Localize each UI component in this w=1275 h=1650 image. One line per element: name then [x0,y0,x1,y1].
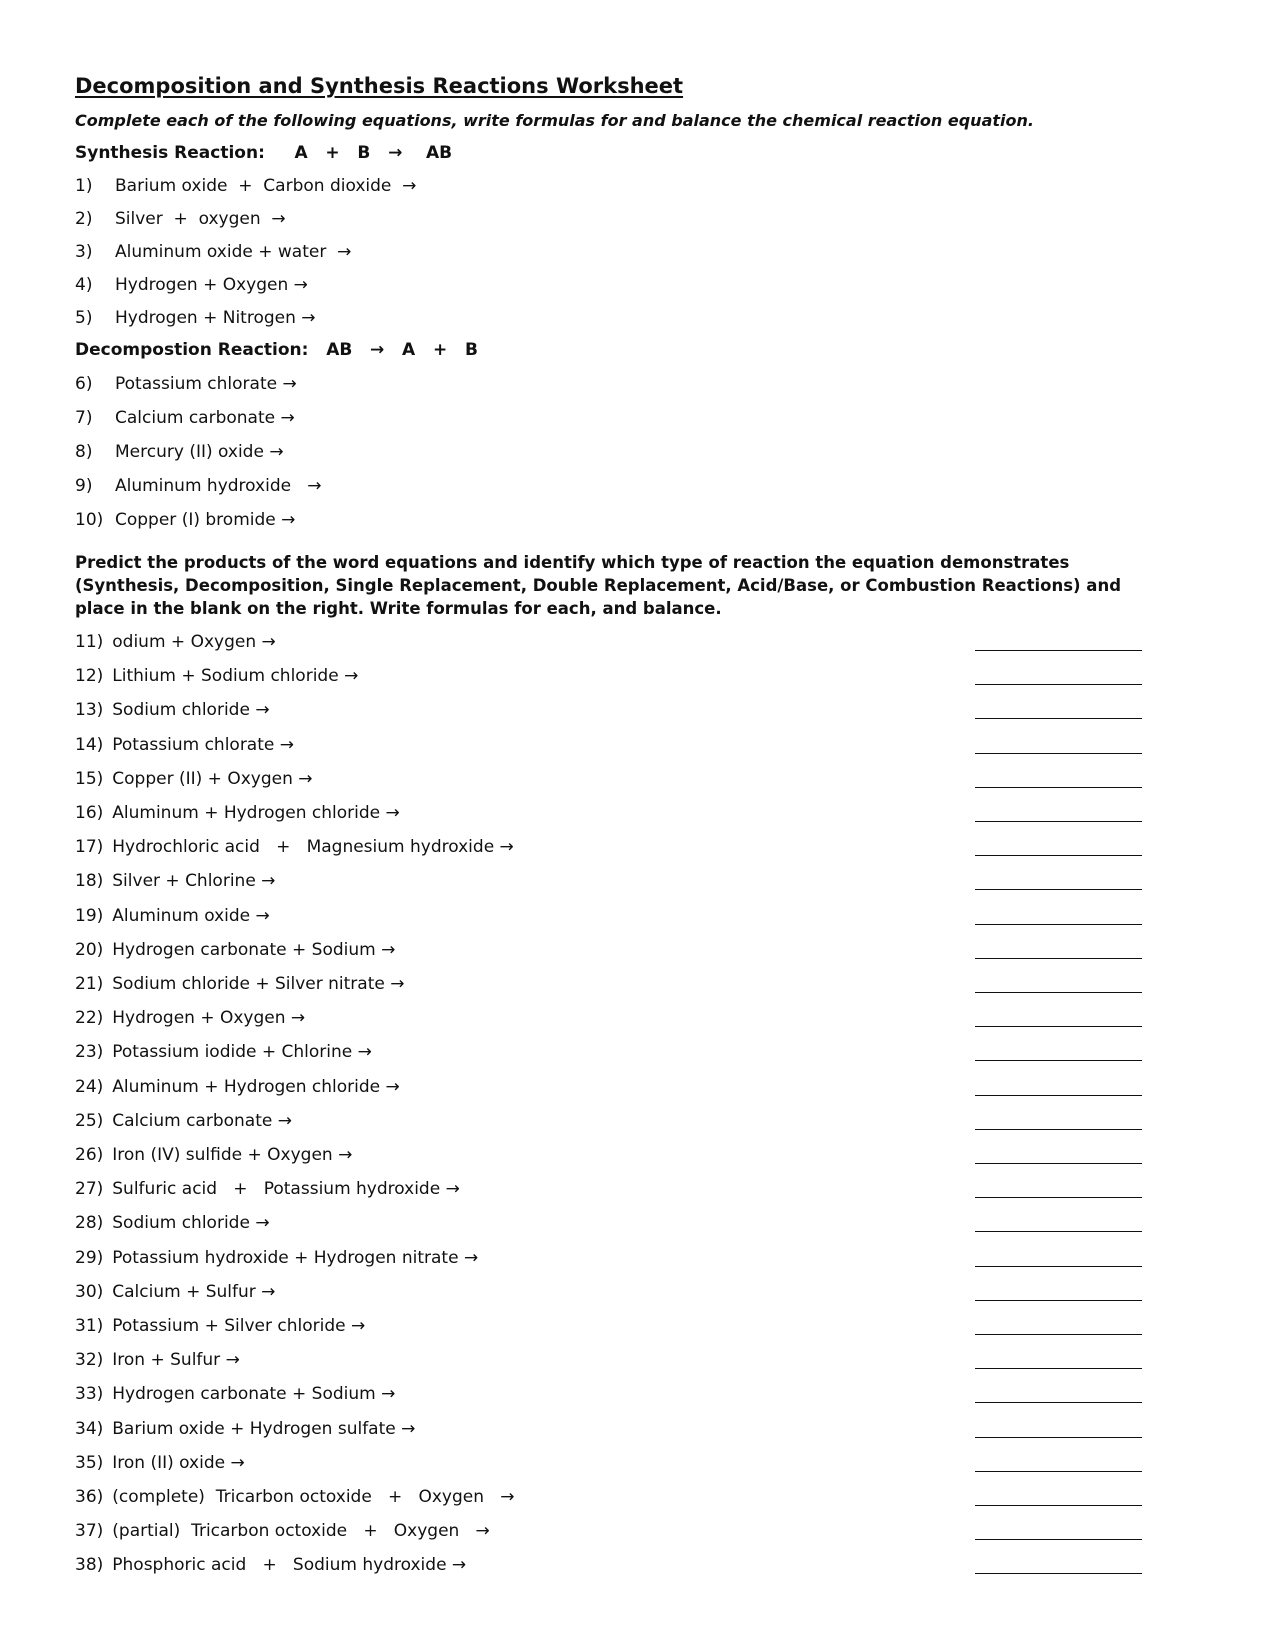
item-text: Calcium carbonate → [112,1110,292,1131]
item-number: 10) [75,510,104,530]
answer-blank-line[interactable] [975,1402,1142,1403]
synthesis-heading: Synthesis Reaction: A + B → AB [75,143,453,163]
list-item [75,1248,478,1268]
list-item [75,1384,395,1404]
answer-blank-line[interactable] [975,1129,1142,1130]
list-item [75,769,313,789]
list-item [75,1419,415,1439]
item-number: 37) [75,1521,104,1542]
item-text: Sodium chloride → [112,700,270,721]
item-text: Calcium carbonate → [115,408,295,428]
item-text: Copper (II) + Oxygen → [112,768,313,789]
item-number: 9) [75,476,93,496]
list-item [75,176,416,196]
item-number: 4) [75,275,93,295]
item-number: 12) [75,666,104,687]
item-text: odium + Oxygen → [112,632,276,652]
item-text: Hydrogen carbonate + Sodium → [112,1384,396,1405]
answer-blank-line[interactable] [975,1471,1142,1472]
item-text: Iron + Sulfur → [112,1350,240,1371]
item-number: 31) [75,1316,104,1336]
list-item [75,1350,240,1370]
item-text: Potassium hydroxide + Hydrogen nitrate → [112,1247,479,1268]
list-item [75,974,404,994]
item-text: Copper (I) bromide → [115,510,296,530]
item-number: 34) [75,1418,104,1439]
item-number: 6) [75,374,93,394]
list-item [75,1487,514,1507]
item-number: 38) [75,1555,104,1576]
answer-blank-line[interactable] [975,924,1142,925]
answer-blank-line[interactable] [975,1197,1142,1198]
item-text: Calcium + Sulfur → [112,1281,276,1302]
item-number: 33) [75,1384,104,1405]
answer-blank-line[interactable] [975,1505,1142,1506]
item-number: 2) [75,209,93,229]
item-text: Lithium + Sodium chloride → [112,666,359,687]
item-number: 21) [75,974,104,994]
instructions: Predict the products of the word equations and identify which type of reaction the equation demonstrates (Synthesis, Decomposition, Single Replacement, Double Replacement, Acid/Base, or Combustion Reactions) and place in the blank on the right. Write formulas for each, and balance. [75,553,1122,618]
list-item [75,803,400,823]
item-number: 32) [75,1350,104,1371]
answer-blank-line[interactable] [975,1231,1142,1232]
list-item [75,242,351,262]
item-text: Iron (II) oxide → [112,1452,245,1473]
item-text: (complete) Tricarbon octoxide + Oxygen → [112,1487,515,1507]
item-text: Hydrogen + Oxygen → [115,275,308,295]
item-text: Potassium iodide + Chlorine → [112,1042,372,1063]
item-text: Silver + oxygen → [115,209,286,229]
item-number: 28) [75,1213,104,1234]
item-number: 19) [75,905,104,926]
item-text: Hydrogen carbonate + Sodium → [112,939,396,960]
list-item [75,510,295,530]
item-text: Hydrochloric acid + Magnesium hydroxide → [112,837,514,858]
answer-blank-line[interactable] [975,821,1142,822]
answer-blank-line[interactable] [975,992,1142,993]
answer-blank-line[interactable] [975,1334,1142,1335]
item-number: 26) [75,1145,104,1165]
list-item [75,308,316,328]
answer-blank-line[interactable] [975,1437,1142,1438]
item-text: Aluminum oxide → [112,905,270,926]
item-number: 23) [75,1042,104,1063]
item-number: 15) [75,768,104,789]
item-text: Potassium + Silver chloride → [112,1316,366,1336]
item-number: 36) [75,1487,104,1507]
list-item [75,666,358,686]
list-item [75,442,284,462]
item-number: 24) [75,1076,104,1097]
list-item [75,1077,400,1097]
list-item [75,1316,365,1336]
item-text: Hydrogen + Nitrogen → [115,308,316,328]
list-item [75,632,276,652]
list-item [75,1145,352,1165]
item-text: Aluminum hydroxide → [115,476,322,496]
answer-blank-line[interactable] [975,650,1142,651]
item-number: 17) [75,837,104,858]
item-text: Potassium chlorate → [112,734,294,755]
item-number: 29) [75,1247,104,1268]
answer-blank-line[interactable] [975,1266,1142,1267]
list-item [75,871,275,891]
answer-blank-line[interactable] [975,855,1142,856]
list-item [75,1555,466,1575]
answer-blank-line[interactable] [975,1060,1142,1061]
item-number: 22) [75,1008,104,1029]
list-item [75,1179,460,1199]
list-item [75,209,286,229]
list-item [75,735,294,755]
list-item [75,906,270,926]
item-text: Potassium chlorate → [115,374,297,394]
list-item [75,1111,292,1131]
item-number: 18) [75,871,104,892]
item-number: 1) [75,176,93,196]
item-number: 13) [75,700,104,721]
item-text: Iron (IV) sulfide + Oxygen → [112,1145,353,1165]
list-item [75,1521,490,1541]
item-number: 8) [75,442,93,462]
item-number: 5) [75,308,93,328]
item-text: Hydrogen + Oxygen → [112,1008,306,1029]
item-number: 25) [75,1110,104,1131]
answer-blank-line[interactable] [975,1095,1142,1096]
answer-blank-line[interactable] [975,1026,1142,1027]
item-number: 35) [75,1452,104,1473]
page-title: Decomposition and Synthesis Reactions Worksheet [75,74,684,98]
answer-blank-line[interactable] [975,787,1142,788]
item-text: Sodium chloride + Silver nitrate → [112,974,405,994]
answer-blank-line[interactable] [975,889,1142,890]
list-item [75,1213,270,1233]
list-item [75,837,514,857]
item-text: Sodium chloride → [112,1213,270,1234]
item-number: 11) [75,632,104,652]
answer-blank-line[interactable] [975,1573,1142,1574]
answer-blank-line[interactable] [975,753,1142,754]
list-item [75,408,295,428]
subtitle: Complete each of the following equations, write formulas for and balance the chemical reaction equation. [75,111,1034,130]
item-number: 16) [75,803,104,823]
item-text: Barium oxide + Hydrogen sulfate → [112,1418,416,1439]
list-item [75,275,308,295]
list-item [75,476,322,496]
answer-blank-line[interactable] [975,718,1142,719]
item-number: 3) [75,242,93,262]
item-number: 14) [75,734,104,755]
item-number: 7) [75,408,93,428]
answer-blank-line[interactable] [975,1539,1142,1540]
item-text: Aluminum oxide + water → [115,242,352,262]
answer-blank-line[interactable] [975,1163,1142,1164]
list-item [75,1042,372,1062]
item-text: Mercury (II) oxide → [115,442,284,462]
item-text: Aluminum + Hydrogen chloride → [112,1076,400,1097]
answer-blank-line[interactable] [975,1368,1142,1369]
item-text: Barium oxide + Carbon dioxide → [115,176,417,196]
list-item [75,374,297,394]
answer-blank-line[interactable] [975,1300,1142,1301]
answer-blank-line[interactable] [975,684,1142,685]
item-number: 20) [75,939,104,960]
answer-blank-line[interactable] [975,958,1142,959]
item-text: (partial) Tricarbon octoxide + Oxygen → [112,1521,490,1542]
item-text: Sulfuric acid + Potassium hydroxide → [112,1179,460,1200]
decomposition-heading: Decompostion Reaction: AB → A + B [75,340,478,360]
list-item [75,1008,305,1028]
list-item [75,700,270,720]
item-text: Aluminum + Hydrogen chloride → [112,803,400,823]
list-item [75,1453,245,1473]
list-item [75,940,395,960]
item-number: 27) [75,1179,104,1200]
item-text: Silver + Chlorine → [112,871,276,892]
item-number: 30) [75,1281,104,1302]
list-item [75,1282,275,1302]
item-text: Phosphoric acid + Sodium hydroxide → [112,1555,467,1576]
